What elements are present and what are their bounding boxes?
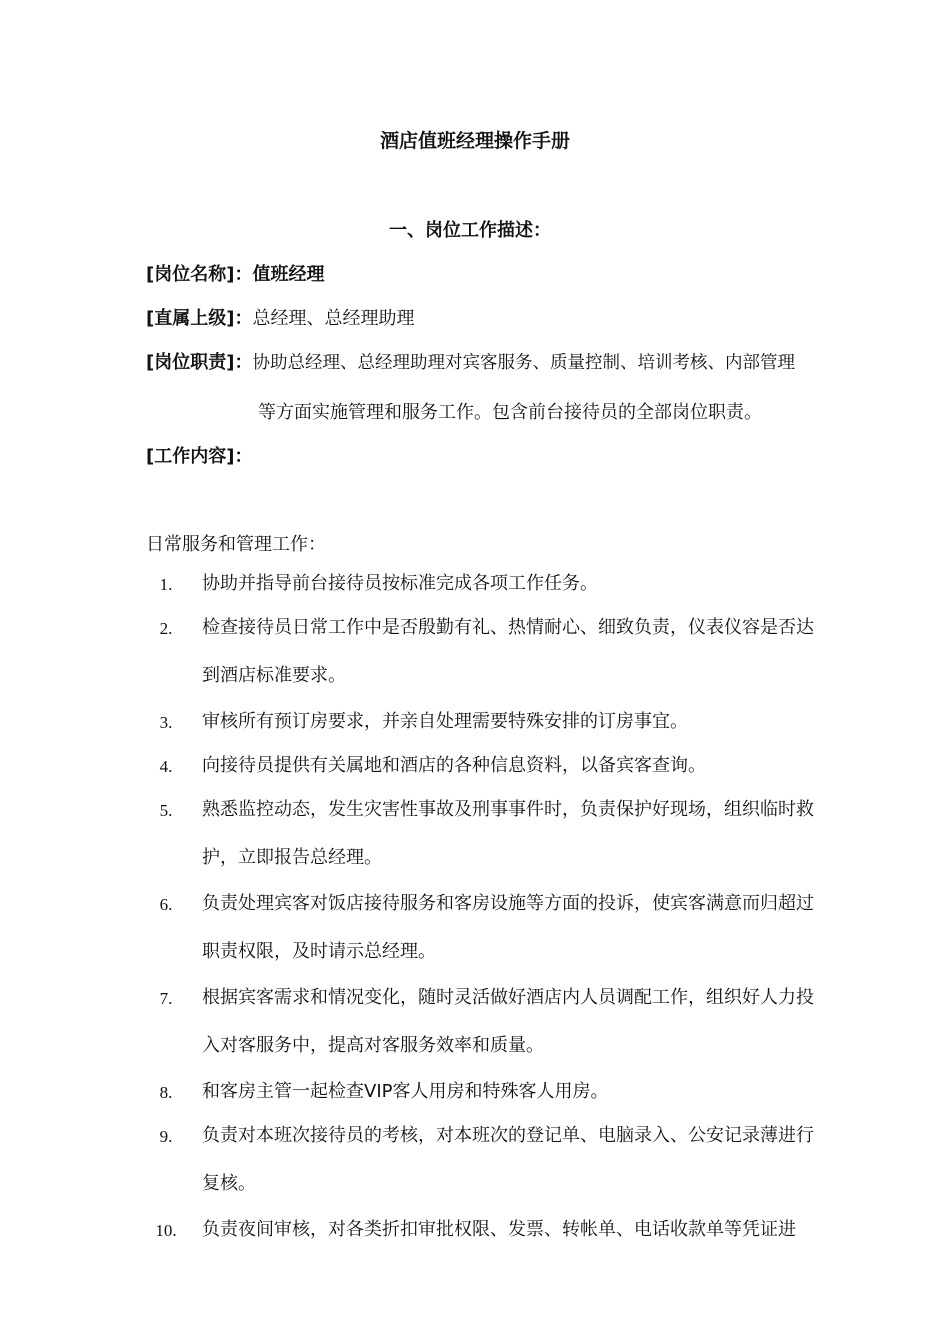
field-value: 值班经理: [252, 264, 325, 285]
document-title: 酒店值班经理操作手册: [379, 130, 570, 152]
list-item-number: 7.: [159, 989, 173, 1008]
field-label: [直属上级]：: [146, 308, 253, 329]
list-item-number: 9.: [159, 1127, 173, 1146]
list-item-text: 根据宾客需求和情况变化，随时灵活做好酒店内人员调配工作，组织好人力投入对客服务中，提高对客服务效率和质量。: [202, 987, 814, 1056]
field-label: [岗位名称]：: [146, 264, 253, 285]
list-item-text: 熟悉监控动态，发生灾害性事故及刑事事件时，负责保护好现场，组织临时救护，立即报告总经理。: [202, 799, 814, 868]
field-duties-continuation: 等方面实施管理和服务工作。包含前台接待员的全部岗位职责。: [258, 402, 762, 423]
field-label: [工作内容]：: [146, 446, 253, 467]
field-position-name: [146, 260, 324, 286]
list-item-text: 负责处理宾客对饭店接待服务和客房设施等方面的投诉，使宾客满意而归超过职责权限，及时请示总经理。: [202, 893, 814, 962]
field-work-content: [146, 442, 252, 468]
list-item-text: 审核所有预订房要求，并亲自处理需要特殊安排的订房事宜。: [202, 711, 688, 732]
list-item-text: 协助并指导前台接待员按标准完成各项工作任务。: [202, 573, 598, 594]
subsection-title: 日常服务和管理工作：: [146, 534, 326, 555]
list-item-text: 和客房主管一起检查VIP客人用房和特殊客人用房。: [202, 1081, 609, 1102]
list-item-number: 2.: [159, 619, 173, 638]
list-item-number: 6.: [159, 895, 173, 914]
list-item-number: 8.: [159, 1083, 173, 1102]
list-item-number: 1.: [159, 575, 173, 594]
list-item-text: 向接待员提供有关属地和酒店的各种信息资料，以备宾客查询。: [202, 755, 706, 776]
list-item-number: 5.: [159, 801, 173, 820]
list-item-number: 3.: [159, 713, 173, 732]
list-item-text: 检查接待员日常工作中是否殷勤有礼、热情耐心、细致负责，仪表仪容是否达到酒店标准要求。: [202, 617, 814, 686]
field-supervisor: [146, 304, 414, 330]
field-label: [岗位职责]：: [146, 352, 253, 373]
field-value: 总经理、总经理助理: [252, 308, 415, 329]
list-item-text: 负责对本班次接待员的考核，对本班次的登记单、电脑录入、公安记录薄进行复核。: [202, 1125, 814, 1194]
section-title: 一、岗位工作描述：: [389, 220, 551, 241]
field-value: 协助总经理、总经理助理对宾客服务、质量控制、培训考核、内部管理: [252, 353, 795, 373]
list-item-number: 4.: [159, 757, 173, 776]
list-item-number: 10.: [155, 1221, 177, 1240]
list-item-text: 负责夜间审核，对各类折扣审批权限、发票、转帐单、电话收款单等凭证进: [202, 1219, 796, 1240]
field-duties: [146, 348, 795, 374]
